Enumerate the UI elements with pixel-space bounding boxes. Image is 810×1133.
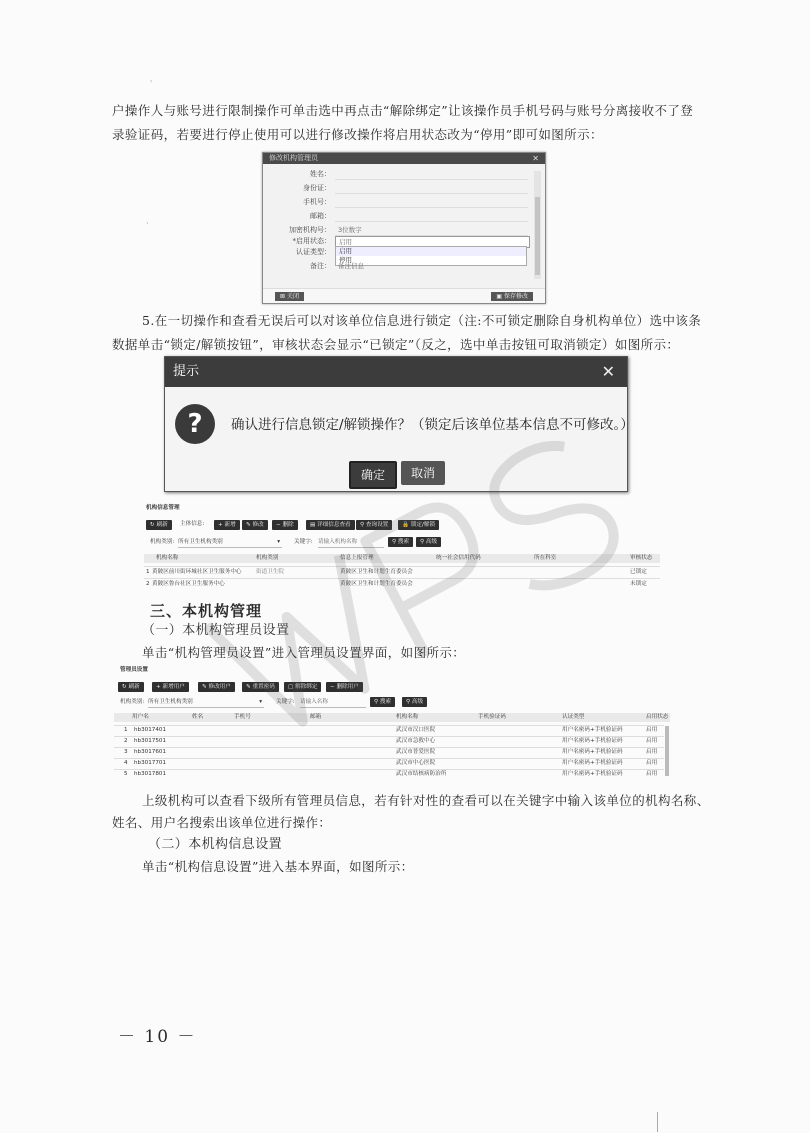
keyword-input[interactable]: 请输入名称 <box>300 698 366 708</box>
table-cell[interactable]: 启用 <box>646 749 658 755</box>
column-header[interactable]: 机构名称 <box>396 714 419 720</box>
advanced-button[interactable]: ⚲ 高级 <box>402 697 427 707</box>
table-cell[interactable]: hb3017401 <box>134 727 167 733</box>
paragraph-2-line-2: 数据单击“锁定/解锁按钮”，审核状态会显示“已锁定”（反之，选中单击按钮可取消锁定）如图所示： <box>112 337 680 352</box>
dropdown-option[interactable]: 启用 <box>336 247 526 256</box>
table-cell[interactable]: 黄陂区前川街环城社区卫生服务中心 <box>152 569 242 575</box>
filter-select[interactable]: 所有卫生机构类别 ▾ <box>178 538 282 548</box>
edit-button[interactable]: ✎ 修改 <box>242 520 268 530</box>
column-header[interactable]: 手机验证码 <box>478 714 506 720</box>
table-cell[interactable]: hb3017501 <box>134 738 167 744</box>
search-button[interactable]: ⚲ 搜索 <box>370 697 395 707</box>
status-badge: 未锁定 <box>630 581 647 587</box>
row-index: 1 <box>124 727 128 733</box>
search-button[interactable]: ⚲ 搜索 <box>388 537 413 547</box>
table-cell[interactable]: 黄陂区卫生和计划生育委员会 <box>340 569 413 575</box>
table-cell[interactable]: 启用 <box>646 771 658 777</box>
column-header[interactable]: 所在科室 <box>534 555 557 561</box>
unbind-button[interactable]: ▢ 解除绑定 <box>284 682 321 692</box>
sub-heading-2: （二）本机构信息设置 <box>148 837 283 852</box>
keyword-label: 关键字: <box>294 539 313 545</box>
screen-title: 管理员设置 <box>120 667 148 673</box>
add-button[interactable]: + 新增 <box>214 520 240 530</box>
row-index: 3 <box>124 749 128 755</box>
paragraph-2-line-1: 5.在一切操作和查看无误后可以对该单位信息进行锁定（注:不可锁定删除自身机构单位）选中该条 <box>142 313 702 328</box>
paragraph-3: 单击“机构管理员设置”进入管理员设置界面，如图所示： <box>142 645 466 660</box>
delete-user-button[interactable]: − 删除用户 <box>326 682 363 692</box>
row-index: 5 <box>124 771 128 777</box>
filter-select[interactable]: 所有卫生机构类别 ▾ <box>148 698 264 708</box>
admin-settings-screen <box>112 664 672 784</box>
column-header[interactable]: 机构类别 <box>256 555 279 561</box>
page-number: － 10 － <box>118 1027 197 1047</box>
sub-heading-1: （一）本机构管理员设置 <box>142 623 290 638</box>
table-cell[interactable]: 黄陂区卫生和计划生育委员会 <box>340 581 413 587</box>
table-cell[interactable]: 街道卫生院 <box>256 569 284 575</box>
delete-button[interactable]: − 删除 <box>272 520 298 530</box>
close-icon[interactable]: ✕ <box>601 362 615 381</box>
column-header[interactable]: 邮箱 <box>310 714 322 720</box>
confirm-cancel-button[interactable]: 取消 <box>401 461 445 485</box>
dialog-footer <box>263 288 545 303</box>
subject-info-label: 主体信息: <box>180 521 205 527</box>
confirm-dialog-title: 提示 <box>173 364 200 379</box>
table-cell[interactable]: 启用 <box>646 727 658 733</box>
keyword-input[interactable]: 请输入机构名称 <box>318 538 384 548</box>
row-index: 4 <box>124 760 128 766</box>
confirm-dialog-header <box>165 357 627 387</box>
close-icon[interactable]: ✕ <box>532 154 539 163</box>
table-cell[interactable]: 用户名密码+手机验证码 <box>562 738 623 744</box>
field-email[interactable]: 邮箱： <box>267 211 497 222</box>
table-cell[interactable]: hb3017701 <box>134 760 167 766</box>
scrollbar[interactable] <box>665 726 669 776</box>
detail-view-button[interactable]: ▤ 详细信息查看 <box>306 520 355 530</box>
table-cell[interactable]: 启用 <box>646 738 658 744</box>
reset-password-button[interactable]: ✎ 重置密码 <box>242 682 279 692</box>
table-cell[interactable]: 黄陂区鲁台社区卫生服务中心 <box>152 581 225 587</box>
table-cell[interactable]: 武汉市普爱医院 <box>396 749 436 755</box>
table-cell[interactable]: hb3017601 <box>134 749 167 755</box>
table-cell[interactable]: 武汉市结核病防治所 <box>396 771 447 777</box>
paragraph-4-line-2: 姓名、用户名搜索出该单位进行操作： <box>112 815 332 830</box>
field-id-card[interactable]: 身份证： <box>267 183 497 194</box>
refresh-button[interactable]: ↻ 刷新 <box>118 682 144 692</box>
org-info-screen <box>142 500 662 592</box>
section-heading: 三、本机构管理 <box>150 602 263 620</box>
edit-admin-dialog <box>262 152 546 304</box>
column-header[interactable]: 用户名 <box>132 714 149 720</box>
filter-label: 机构类别: <box>150 539 175 545</box>
paragraph-5: 单击“机构信息设置”进入基本界面，如图所示： <box>142 859 414 874</box>
column-header[interactable]: 审核状态 <box>630 555 653 561</box>
keyword-label: 关键字: <box>276 699 295 705</box>
scan-mark: › <box>146 220 149 227</box>
table-cell[interactable]: 武汉市急救中心 <box>396 738 436 744</box>
field-auth-type[interactable]: 认证类型： <box>296 248 331 256</box>
column-header[interactable]: 信息上报管理 <box>340 555 374 561</box>
column-header[interactable]: 手机号 <box>234 714 251 720</box>
query-settings-button[interactable]: ⚲ 查询设置 <box>356 520 392 530</box>
row-index: 2 <box>124 738 128 744</box>
table-cell[interactable]: 武汉市汉口医院 <box>396 727 436 733</box>
table-cell[interactable]: 启用 <box>646 760 658 766</box>
dropdown-option[interactable]: 停用 <box>339 256 352 264</box>
edit-user-button[interactable]: ✎ 修改用户 <box>198 682 235 692</box>
row-index: 1 <box>146 569 150 575</box>
field-name[interactable]: 姓名： <box>267 169 497 180</box>
advanced-button[interactable]: ⚲ 高级 <box>416 537 441 547</box>
table-cell[interactable]: 用户名密码+手机验证码 <box>562 760 623 766</box>
field-remark[interactable]: 备注： 备注信息 <box>310 262 364 270</box>
field-enable-state[interactable]: *启用状态： 启用 <box>267 236 497 247</box>
confirm-ok-button[interactable]: 确定 <box>349 461 397 489</box>
field-org-code[interactable]: 加密机构号： 3位数字 <box>267 225 497 236</box>
field-phone[interactable]: 手机号： <box>267 197 497 208</box>
confirm-message: 确认进行信息锁定/解锁操作？（锁定后该单位基本信息不可修改。） <box>231 417 634 433</box>
table-cell[interactable]: 用户名密码+手机验证码 <box>562 749 623 755</box>
filter-label: 机构类别: <box>120 699 145 705</box>
paragraph-1-line-2: 录验证码，若要进行停止使用可以进行修改操作将启用状态改为“停用”即可如图所示： <box>112 127 603 142</box>
dialog-header <box>263 153 545 164</box>
column-header[interactable]: 机构名称 <box>156 555 179 561</box>
question-icon: ? <box>175 404 215 444</box>
column-header[interactable]: 启用状态 <box>646 714 669 720</box>
row-index: 2 <box>146 581 150 587</box>
column-header[interactable]: 统一社会信用代码 <box>436 555 481 561</box>
table-cell[interactable]: hb3017801 <box>134 771 167 777</box>
paragraph-1-line-1: 户操作人与账号进行限制操作可单击选中再点击“解除绑定”让该操作员手机号码与账号分离接收不了登 <box>112 103 694 118</box>
confirm-dialog <box>164 356 634 492</box>
table-cell[interactable]: 用户名密码+手机验证码 <box>562 771 623 777</box>
column-header[interactable]: 认证类型 <box>562 714 585 720</box>
status-badge: 已锁定 <box>630 569 647 575</box>
close-button[interactable]: ⊠ 关闭 <box>275 292 304 301</box>
scan-mark <box>657 1112 658 1132</box>
save-button[interactable]: ▣ 保存修改 <box>491 292 533 301</box>
column-header[interactable]: 姓名 <box>192 714 204 720</box>
refresh-button[interactable]: ↻ 刷新 <box>146 520 172 530</box>
add-user-button[interactable]: + 新增用户 <box>152 682 189 692</box>
table-cell[interactable]: 武汉市中心医院 <box>396 760 436 766</box>
table-cell[interactable]: 用户名密码+手机验证码 <box>562 727 623 733</box>
screen-title: 机构信息管理 <box>146 505 180 511</box>
dialog-title: 修改机构管理员 <box>269 154 318 162</box>
lock-unlock-button[interactable]: 🔒 锁定/解锁 <box>398 520 439 530</box>
scan-mark: ‹ <box>150 78 153 85</box>
scrollbar[interactable] <box>534 171 541 279</box>
paragraph-4-line-1: 上级机构可以查看下级所有管理员信息，若有针对性的查看可以在关键字中输入该单位的机构名称、 <box>142 793 710 808</box>
